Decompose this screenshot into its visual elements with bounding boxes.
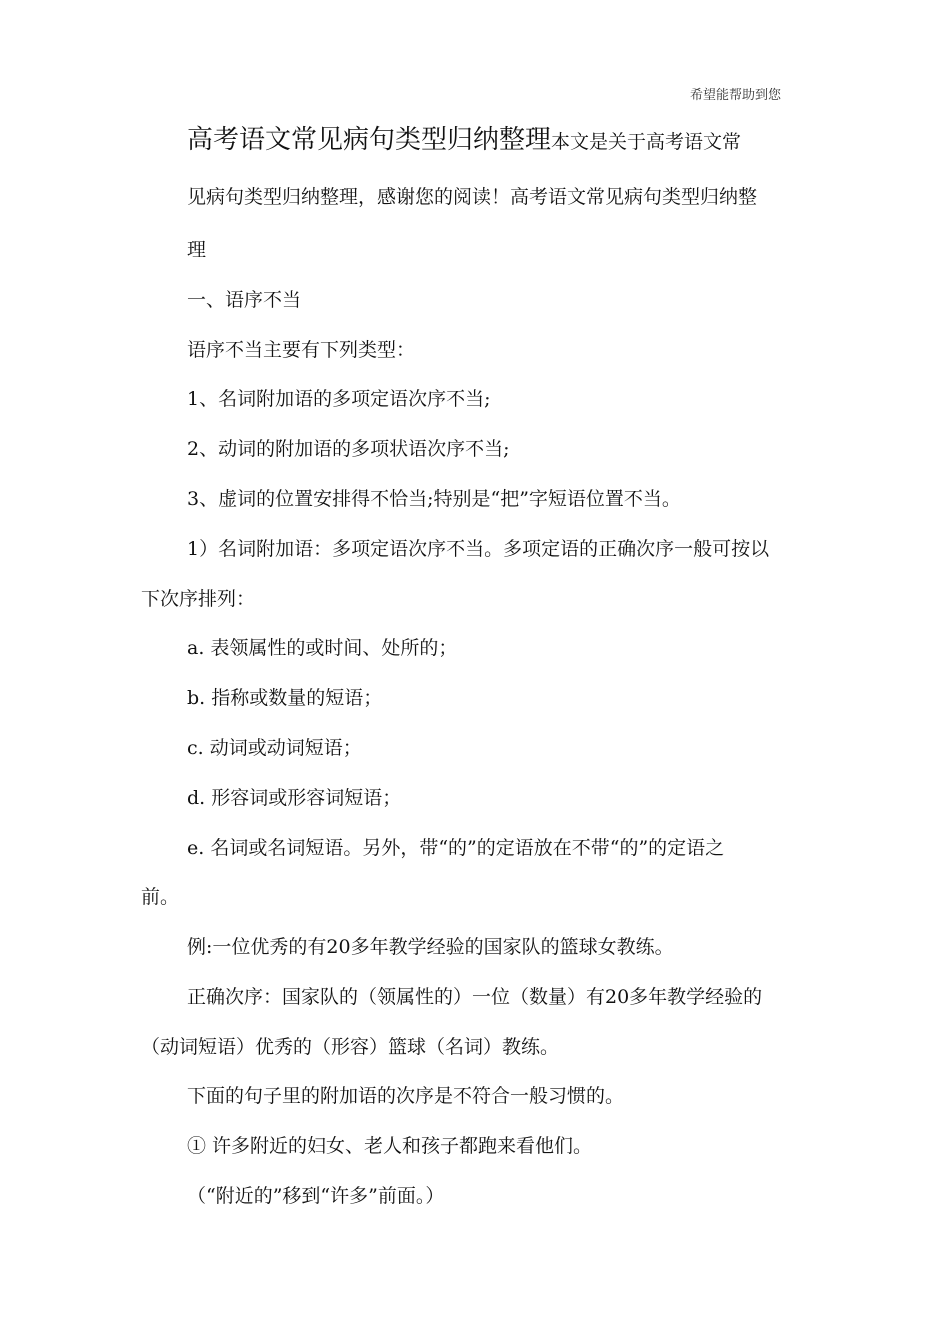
intro-line: 理 — [187, 239, 207, 261]
section-heading: 一、语序不当 — [187, 289, 302, 311]
intro-line: 见病句类型归纳整理，感谢您的阅读！高考语文常见病句类型归纳整 — [187, 186, 758, 208]
example-sentence: ① 许多附近的妇女、老人和孩子都跑来看他们。 — [187, 1135, 593, 1157]
doc-title: 高考语文常见病句类型归纳整理 — [187, 125, 552, 155]
paragraph: 正确次序：国家队的（领属性的）一位（数量）有20多年教学经验的 — [187, 986, 763, 1008]
paragraph: 下次序排列： — [141, 588, 256, 610]
list-item: d. 形容词或形容词短语； — [187, 787, 402, 809]
example-sentence: 例:一位优秀的有20多年教学经验的国家队的篮球女教练。 — [187, 936, 674, 958]
list-item: 1、名词附加语的多项定语次序不当; — [187, 388, 491, 410]
list-item: 3、虚词的位置安排得不恰当;特别是“把”字短语位置不当。 — [187, 488, 681, 510]
list-item: a. 表领属性的或时间、处所的； — [187, 637, 458, 659]
doc-intro-start: 本文是关于高考语文常 — [551, 131, 742, 153]
list-item: b. 指称或数量的短语； — [187, 687, 383, 709]
paragraph: 1）名词附加语：多项定语次序不当。多项定语的正确次序一般可按以 — [187, 538, 770, 560]
list-item: c. 动词或动词短语； — [187, 737, 362, 759]
list-item: 前。 — [141, 886, 180, 908]
paragraph: 下面的句子里的附加语的次序是不符合一般习惯的。 — [187, 1085, 625, 1107]
paragraph: 语序不当主要有下列类型： — [187, 339, 416, 361]
example-note: （“附近的”移到“许多”前面。） — [187, 1185, 445, 1207]
doc-title-line — [187, 125, 742, 155]
paragraph: （动词短语）优秀的（形容）篮球（名词）教练。 — [141, 1036, 560, 1058]
header-note: 希望能帮助到您 — [690, 88, 782, 103]
list-item: e. 名词或名词短语。另外，带“的”的定语放在不带“的”的定语之 — [187, 837, 725, 859]
list-item: 2、动词的附加语的多项状语次序不当; — [187, 438, 510, 460]
